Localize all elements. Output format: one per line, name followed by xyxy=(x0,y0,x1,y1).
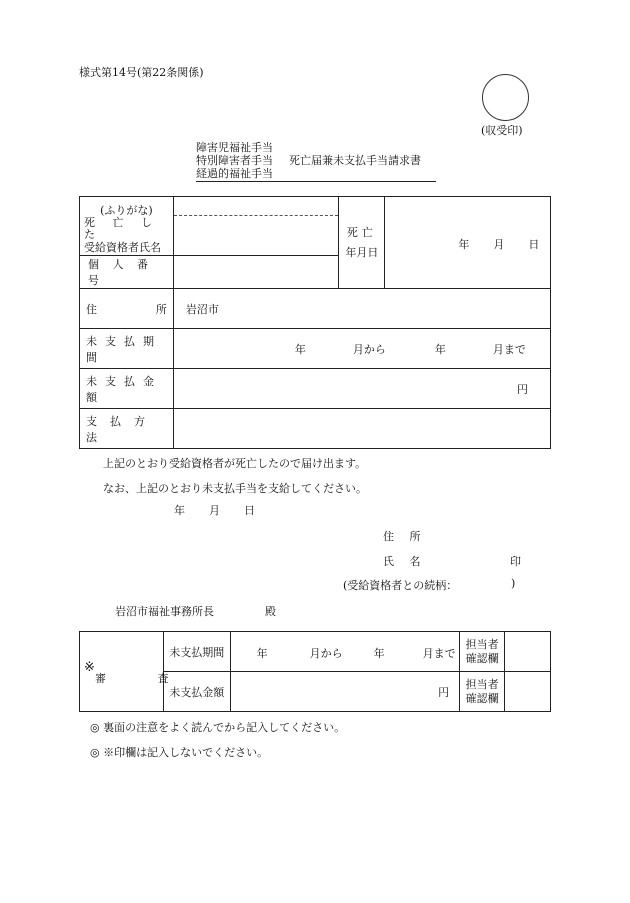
form-number: 様式第14号(第22条関係) xyxy=(79,66,204,79)
unpaid-amount-yen: 円 xyxy=(517,382,528,396)
review-unpaid-period-label: 未支払期間 xyxy=(163,632,230,672)
review-checker-2-line-1: 担当者 xyxy=(465,677,499,691)
deceased-name-label-cell xyxy=(80,197,174,256)
death-label-2: 年月日 xyxy=(345,245,379,259)
period-to-year: 年 xyxy=(434,342,446,356)
period-to-month: 月まで xyxy=(492,342,526,356)
allowance-type-2: 特別障害者手当 xyxy=(196,154,273,167)
receipt-stamp-circle xyxy=(482,74,529,121)
review-checker-label-2 xyxy=(460,672,505,712)
review-unpaid-amount-label: 未支払金額 xyxy=(163,672,230,712)
applicant-relation-close: ) xyxy=(511,577,516,590)
title-underline xyxy=(196,181,436,182)
deceased-name-field[interactable] xyxy=(174,216,339,255)
unpaid-period-field[interactable] xyxy=(173,329,550,369)
review-unpaid-amount-field[interactable] xyxy=(230,672,460,712)
unpaid-period-label-cell xyxy=(80,329,174,369)
addressee: 岩沼市福祉事務所長 xyxy=(115,605,214,618)
payment-method-label-cell xyxy=(80,409,174,449)
unpaid-amount-label: 未支払金額 xyxy=(86,374,162,404)
review-yen: 円 xyxy=(438,685,450,699)
death-date-label-cell xyxy=(339,197,385,289)
applicant-seal: 印 xyxy=(510,555,521,568)
applicant-address-label: 住 所 xyxy=(383,530,427,543)
unpaid-amount-label-cell xyxy=(80,369,174,409)
review-label-cell xyxy=(80,632,193,712)
review-month-from: 月から xyxy=(309,646,343,660)
review-checker-1-line-1: 担当者 xyxy=(465,637,499,651)
review-checker-field-2[interactable] xyxy=(505,672,551,712)
deceased-label-2: 受給資格者氏名 xyxy=(84,241,161,254)
declaration-year: 年 xyxy=(174,504,185,517)
review-year-1: 年 xyxy=(256,646,268,660)
declaration-month: 月 xyxy=(209,504,220,517)
period-from-year: 年 xyxy=(294,342,306,356)
applicant-name-label: 氏 名 xyxy=(383,555,427,568)
individual-number-label-cell xyxy=(80,256,174,289)
death-date-field[interactable] xyxy=(385,197,551,289)
addressee-honorific: 殿 xyxy=(265,605,276,618)
deceased-label-1: 死 亡 し た xyxy=(84,216,159,241)
allowance-type-3: 経過的福祉手当 xyxy=(196,167,273,180)
review-checker-2-line-2: 確認欄 xyxy=(465,691,499,705)
individual-number-label xyxy=(80,256,173,288)
individual-number-label-text: 個 人 番 号 xyxy=(88,258,153,287)
review-checker-field-1[interactable] xyxy=(505,632,551,672)
unpaid-period-label: 未支払期間 xyxy=(86,334,162,364)
death-date-year: 年 xyxy=(458,237,470,251)
review-checker-label-1 xyxy=(460,632,505,672)
payment-method-label: 支払方法 xyxy=(86,414,158,444)
furigana-label: (ふりがな) xyxy=(100,204,153,217)
period-from-month: 月から xyxy=(352,342,386,356)
address-field[interactable] xyxy=(173,289,550,329)
declaration-line-1: 上記のとおり受給資格者が死亡したので届け出ます。 xyxy=(103,457,367,470)
death-label-1: 死亡 xyxy=(346,225,377,239)
allowance-type-1: 障害児福祉手当 xyxy=(196,141,273,154)
unpaid-amount-field[interactable] xyxy=(173,369,550,409)
furigana-field[interactable] xyxy=(174,197,339,216)
address-label-1: 住 xyxy=(86,302,97,316)
review-unpaid-period-field[interactable] xyxy=(230,632,460,672)
payment-method-field[interactable] xyxy=(173,409,550,449)
individual-number-field[interactable] xyxy=(173,256,339,289)
address-label-cell xyxy=(80,289,174,329)
review-checker-1-line-2: 確認欄 xyxy=(465,651,499,665)
receipt-stamp-label: (収受印) xyxy=(481,124,523,137)
review-label: 審 査 xyxy=(95,672,193,685)
address-label-2: 所 xyxy=(155,302,167,316)
note-1: ◎ 裏面の注意をよく読んでから記入してください。 xyxy=(90,721,346,734)
main-form-table xyxy=(79,196,551,449)
note-2: ◎ ※印欄は記入しないでください。 xyxy=(90,746,269,759)
address-value: 岩沼市 xyxy=(185,302,219,316)
applicant-relation: (受給資格者との続柄： xyxy=(343,579,458,592)
review-year-2: 年 xyxy=(373,646,385,660)
deceased-name-cell[interactable] xyxy=(173,197,339,256)
death-date-day: 日 xyxy=(528,237,540,251)
review-month-to: 月まで xyxy=(422,646,456,660)
review-mark: ※ xyxy=(84,660,95,675)
review-table xyxy=(79,631,551,712)
form-title xyxy=(196,141,436,180)
form-title-suffix: 死亡届兼未支払手当請求書 xyxy=(289,154,421,167)
declaration-day: 日 xyxy=(244,504,255,517)
declaration-line-2: なお、上記のとおり未支払手当を支給してください。 xyxy=(103,482,367,495)
death-date-month: 月 xyxy=(493,237,505,251)
